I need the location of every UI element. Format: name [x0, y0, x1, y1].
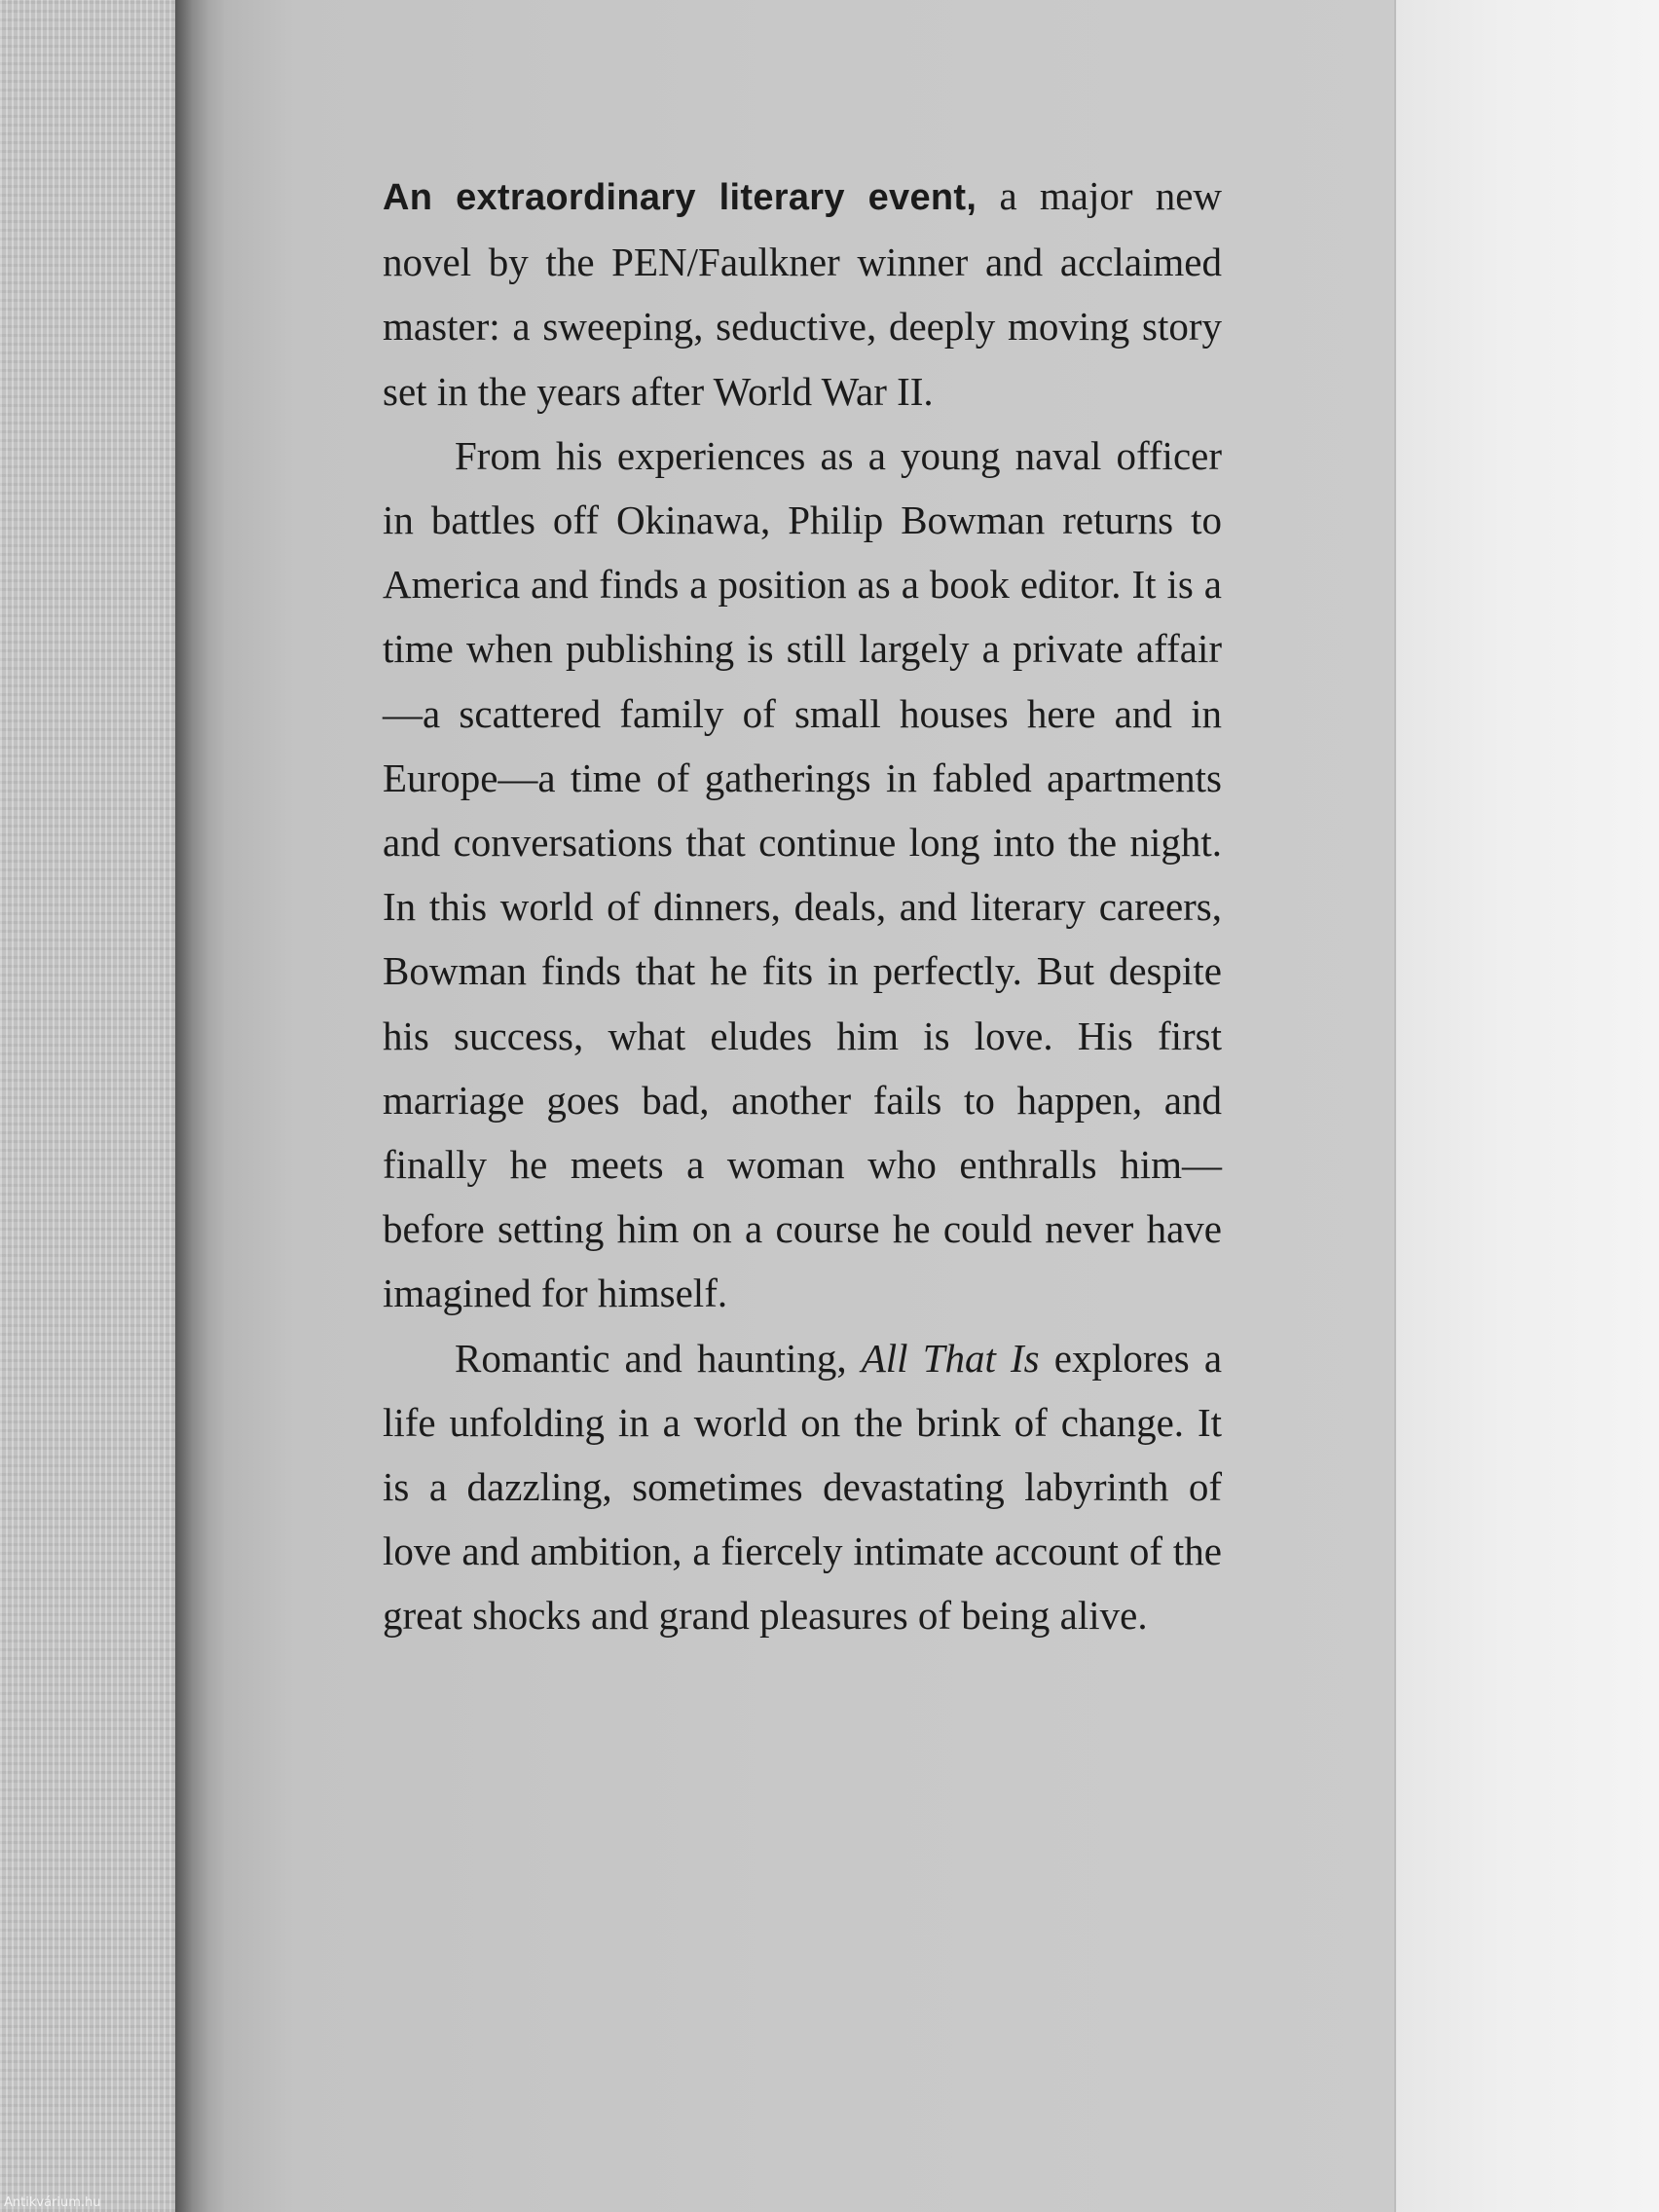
- right-background: [1394, 0, 1659, 2212]
- paragraph-intro-text: a major new novel by the PEN/Faulkner winner and acclaimed master: a sweeping, seductive, deeply moving story set in the years after World War II.: [383, 173, 1222, 414]
- lead-phrase: An extraordinary literary event,: [383, 177, 977, 218]
- page-edge-texture: [0, 0, 175, 2212]
- paragraph-closing: [383, 1326, 1222, 1648]
- spine-shadow: [175, 0, 224, 2212]
- paragraph-closing-start: Romantic and haunting,: [455, 1335, 862, 1381]
- paragraph-plot: From his experiences as a young naval officer in battles off Okinawa, Philip Bowman returns to America and finds a position as a book editor. It is a time when publishing is still largely a private affair—a scattered family of small houses here and in Europe—a time of gatherings in fabled apartments and conversations that continue long into the night. In this world of dinners, deals, and literary careers, Bowman finds that he fits in perfectly. But despite his success, what eludes him is love. His first marriage goes bad, another fails to happen, and finally he meets a woman who enthralls him—before setting him on a course he could never have imagined for himself.: [383, 432, 1222, 1316]
- book-title: All That Is: [861, 1335, 1040, 1381]
- flap-copy: [383, 164, 1222, 1648]
- paragraph-intro: [383, 164, 1222, 424]
- paragraph-closing-text: explores a life unfolding in a world on the brink of change. It is a dazzling, sometimes devastating labyrinth of love and ambition, a fiercely intimate account of the great shocks and grand pleasures of being alive.: [383, 1335, 1223, 1639]
- watermark: Antikvárium.hu: [4, 2195, 101, 2210]
